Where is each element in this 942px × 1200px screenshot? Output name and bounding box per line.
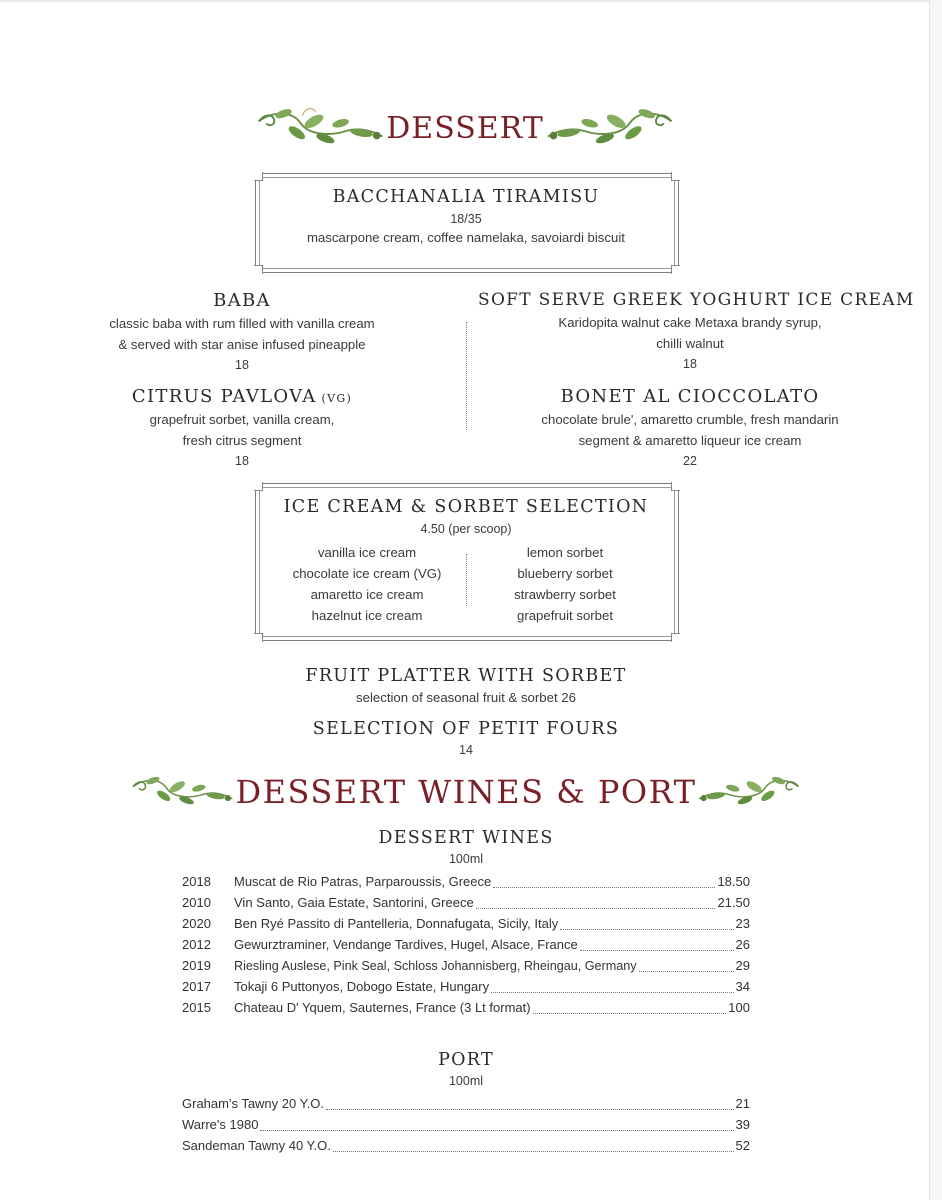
- ice-cream-divider: [466, 554, 467, 606]
- dot-leader: [639, 970, 734, 972]
- right-leaf-flourish-icon: [544, 103, 675, 153]
- dot-leader: [560, 928, 733, 930]
- wine-name: Gewurztraminer, Vendange Tardives, Hugel, Alsace, France: [234, 937, 578, 952]
- wine-name: Ben Ryé Passito di Pantelleria, Donnafugata, Sicily, Italy: [234, 916, 559, 931]
- wine-name: Tokaji 6 Puttonyos, Dobogo Estate, Hungary: [234, 979, 490, 994]
- ice-cream-flavour: hazelnut ice cream: [311, 608, 423, 623]
- dessert-item-line: & served with star anise infused pineapple: [118, 337, 366, 352]
- port-name: Sandeman Tawny 40 Y.O.: [182, 1138, 331, 1153]
- dot-leader: [533, 1012, 727, 1014]
- dessert-item-name: CITRUS PAVLOVA: [131, 386, 317, 407]
- dessert-item-line: chocolate brule', amaretto crumble, fresh mandarin: [541, 412, 839, 427]
- dessert-item-line: fresh citrus segment: [182, 433, 302, 448]
- dessert-item-price: 18: [235, 454, 249, 468]
- ice-cream-title: ICE CREAM & SORBET SELECTION: [283, 497, 649, 517]
- petit-fours: [230, 719, 702, 761]
- dot-leader: [326, 1108, 734, 1110]
- featured-dessert-name: BACCHANALIA TIRAMISU: [332, 187, 600, 207]
- dessert-item-line: segment & amaretto liqueur ice cream: [578, 433, 802, 448]
- wine-row: [182, 1000, 750, 1021]
- wine-row: [182, 895, 750, 916]
- wine-price: 23: [735, 916, 750, 931]
- wine-row: [182, 958, 750, 979]
- port-name: Graham's Tawny 20 Y.O.: [182, 1096, 324, 1111]
- dessert-item-line: grapefruit sorbet, vanilla cream,: [149, 412, 335, 427]
- petit-fours-name: SELECTION OF PETIT FOURS: [312, 719, 620, 739]
- ice-cream-price: 4.50 (per scoop): [420, 522, 512, 536]
- dessert-item-name: BABA: [213, 290, 271, 311]
- wine-row: [182, 874, 750, 895]
- ice-cream-flavour: chocolate ice cream (VG): [292, 566, 442, 581]
- wine-name: Vin Santo, Gaia Estate, Santorini, Greece: [234, 895, 474, 910]
- sorbet-flavour: lemon sorbet: [526, 545, 604, 560]
- fruit-platter-description: selection of seasonal fruit & sorbet 26: [356, 690, 576, 705]
- dessert-item-price: 18: [683, 357, 697, 371]
- dessert-item-greek-yoghurt: [478, 290, 915, 375]
- wines-heading: DESSERT WINES & PORT: [235, 773, 697, 811]
- port-row: [182, 1096, 750, 1117]
- ice-cream-flavour: vanilla ice cream: [317, 545, 417, 560]
- dessert-item-line: Karidopita walnut cake Metaxa brandy syrup,: [558, 315, 822, 330]
- dot-leader: [260, 1129, 733, 1131]
- wine-name: Riesling Auslese, Pink Seal, Schloss Johannisberg, Rheingau, Germany: [234, 959, 637, 973]
- dessert-item-bonet: [478, 386, 902, 472]
- port-price: 52: [735, 1138, 750, 1153]
- fruit-platter-name: FRUIT PLATTER WITH SORBET: [305, 666, 627, 686]
- dessert-wines-header: [266, 828, 666, 866]
- wine-name: Muscat de Rio Patras, Parparoussis, Greece: [234, 874, 492, 889]
- wine-row: [182, 937, 750, 958]
- wine-price: 34: [735, 979, 750, 994]
- wines-title-row: [130, 764, 802, 820]
- featured-dessert: [255, 187, 677, 248]
- port-row: [182, 1117, 750, 1138]
- dessert-item-line: classic baba with rum filled with vanilla cream: [109, 316, 375, 331]
- petit-fours-price: 14: [459, 743, 473, 757]
- wine-year: 2020: [182, 916, 211, 931]
- dessert-item-name: BONET AL CIOCCOLATO: [560, 386, 820, 407]
- left-leaf-flourish-icon: [130, 767, 236, 817]
- vegan-tag: (VG): [321, 392, 353, 405]
- dessert-item-price: 22: [683, 454, 697, 468]
- wine-row: [182, 979, 750, 1000]
- wine-year: 2012: [182, 937, 211, 952]
- port-heading: PORT: [438, 1050, 494, 1070]
- dessert-title-row: [255, 100, 675, 156]
- top-border: [0, 0, 942, 2]
- port-header: [266, 1050, 666, 1088]
- wine-year: 2015: [182, 1000, 211, 1015]
- ice-cream-selection: [255, 497, 677, 536]
- sorbet-flavour: grapefruit sorbet: [516, 608, 614, 623]
- wine-price: 100: [728, 1000, 750, 1015]
- wine-price: 21.50: [717, 895, 750, 910]
- dessert-wines-measure: 100ml: [448, 852, 484, 866]
- dot-leader: [476, 907, 716, 909]
- wine-row: [182, 916, 750, 937]
- wine-price: 26: [735, 937, 750, 952]
- featured-dessert-description: mascarpone cream, coffee namelaka, savoiardi biscuit: [307, 230, 625, 245]
- port-measure: 100ml: [448, 1074, 484, 1088]
- port-price: 21: [735, 1096, 750, 1111]
- wine-name: Chateau D' Yquem, Sauternes, France (3 Lt format): [234, 1000, 531, 1015]
- dessert-item-citrus-pavlova: [62, 386, 422, 472]
- dot-leader: [333, 1150, 734, 1152]
- dessert-item-baba: [62, 290, 422, 376]
- wine-year: 2019: [182, 958, 211, 973]
- sorbet-flavour: blueberry sorbet: [517, 566, 613, 581]
- column-divider: [466, 322, 467, 430]
- port-price: 39: [735, 1117, 750, 1132]
- port-name: Warre's 1980: [182, 1117, 259, 1132]
- fruit-platter: [230, 666, 702, 708]
- dessert-heading: DESSERT: [386, 110, 544, 146]
- sorbet-list: [468, 542, 662, 626]
- wine-price: 29: [735, 958, 750, 973]
- port-row: [182, 1138, 750, 1159]
- featured-dessert-price: 18/35: [450, 212, 482, 226]
- dot-leader: [493, 886, 715, 888]
- dessert-wines-heading: DESSERT WINES: [378, 828, 554, 848]
- left-leaf-flourish-icon: [255, 103, 386, 153]
- wine-price: 18.50: [717, 874, 750, 889]
- dessert-item-name: SOFT SERVE GREEK YOGHURT ICE CREAM: [478, 290, 915, 310]
- wine-year: 2010: [182, 895, 211, 910]
- wine-year: 2017: [182, 979, 211, 994]
- wine-year: 2018: [182, 874, 211, 889]
- ice-cream-flavour: amaretto ice cream: [310, 587, 424, 602]
- ice-cream-list: [262, 542, 472, 626]
- right-leaf-flourish-icon: [696, 767, 802, 817]
- dessert-item-line: chilli walnut: [656, 336, 724, 351]
- dot-leader: [580, 949, 734, 951]
- dessert-item-price: 18: [235, 358, 249, 372]
- dot-leader: [491, 991, 733, 993]
- scrollbar-track[interactable]: [929, 0, 942, 1200]
- sorbet-flavour: strawberry sorbet: [514, 587, 616, 602]
